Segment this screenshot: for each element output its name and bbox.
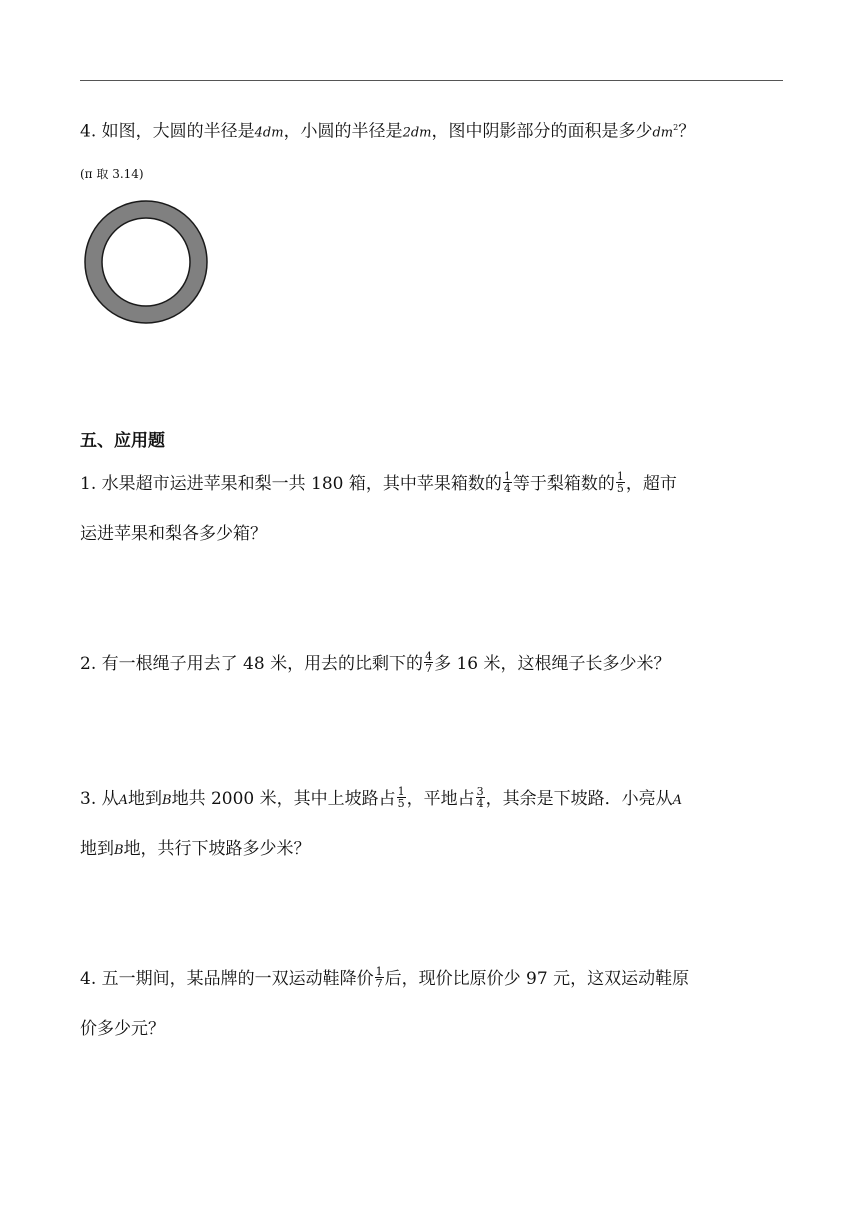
q-text: ，平地占: [406, 789, 475, 809]
problem-4-text: [80, 116, 695, 146]
question-3-line-1: [80, 787, 682, 813]
q-text: ，超市: [625, 474, 677, 494]
point-label: B: [114, 843, 124, 858]
point-label: A: [118, 793, 129, 808]
fraction: [476, 786, 485, 809]
denominator: 5: [397, 797, 405, 810]
q-text: ，其余是下坡路．小亮从: [485, 789, 673, 809]
numerator: 3: [476, 785, 484, 798]
point-label: A: [672, 793, 683, 808]
q-text: 地到: [80, 839, 114, 859]
point-label: B: [162, 793, 172, 808]
inner-circle: [102, 218, 190, 306]
question-2: [80, 652, 671, 676]
problem-number: 4.: [80, 121, 97, 142]
problem-text: ，图中阴影部分的面积是多少: [431, 121, 653, 142]
fraction: [397, 786, 406, 809]
numerator: 1: [397, 785, 405, 798]
question-4-line-1: [80, 967, 689, 991]
fraction: [375, 966, 384, 989]
section-title: 五、应用题: [80, 431, 165, 451]
fraction: [503, 471, 512, 494]
question-4-line-2: 价多少元？: [80, 1019, 165, 1039]
q-text: 3. 从: [80, 789, 119, 809]
annulus-figure: [83, 199, 209, 325]
denominator: 4: [476, 797, 484, 810]
q-text: 地共 2000 米，其中上坡路占: [171, 789, 396, 809]
q-text: 地，共行下坡路多少米？: [123, 839, 311, 859]
numerator: 1: [616, 470, 624, 483]
q-text: 等于梨箱数的: [512, 474, 615, 494]
problem-text: ？: [678, 121, 696, 142]
fraction: [616, 471, 625, 494]
area-unit: dm: [652, 125, 674, 141]
small-radius: 2dm: [402, 125, 432, 141]
question-3-line-2: [80, 837, 311, 863]
q-text: 4. 五一期间，某品牌的一双运动鞋降价: [80, 969, 374, 989]
question-1-line-1: [80, 472, 677, 496]
numerator: 1: [503, 470, 511, 483]
q-text: 多 16 米，这根绳子长多少米？: [434, 654, 671, 674]
big-radius: 4dm: [254, 125, 284, 141]
denominator: 5: [616, 482, 624, 495]
question-1-line-2: 运进苹果和梨各多少箱？: [80, 524, 267, 544]
q-text: 2. 有一根绳子用去了 48 米，用去的比剩下的: [80, 654, 424, 674]
denominator: 7: [425, 662, 433, 675]
q-text: 1. 水果超市运进苹果和梨一共 180 箱，其中苹果箱数的: [80, 474, 502, 494]
problem-text: 如图，大圆的半径是: [101, 121, 255, 142]
numerator: 4: [425, 650, 433, 663]
top-rule: [80, 80, 783, 81]
q-text: 地到: [128, 789, 163, 809]
denominator: 7: [375, 977, 383, 990]
pi-note: (π 取 3.14): [80, 167, 144, 181]
problem-text: ，小圆的半径是: [283, 121, 403, 142]
fraction: [424, 651, 433, 674]
denominator: 4: [503, 482, 511, 495]
numerator: 1: [375, 965, 383, 978]
unit-exponent: 2: [673, 123, 679, 132]
q-text: 后，现价比原价少 97 元，这双运动鞋原: [384, 969, 690, 989]
